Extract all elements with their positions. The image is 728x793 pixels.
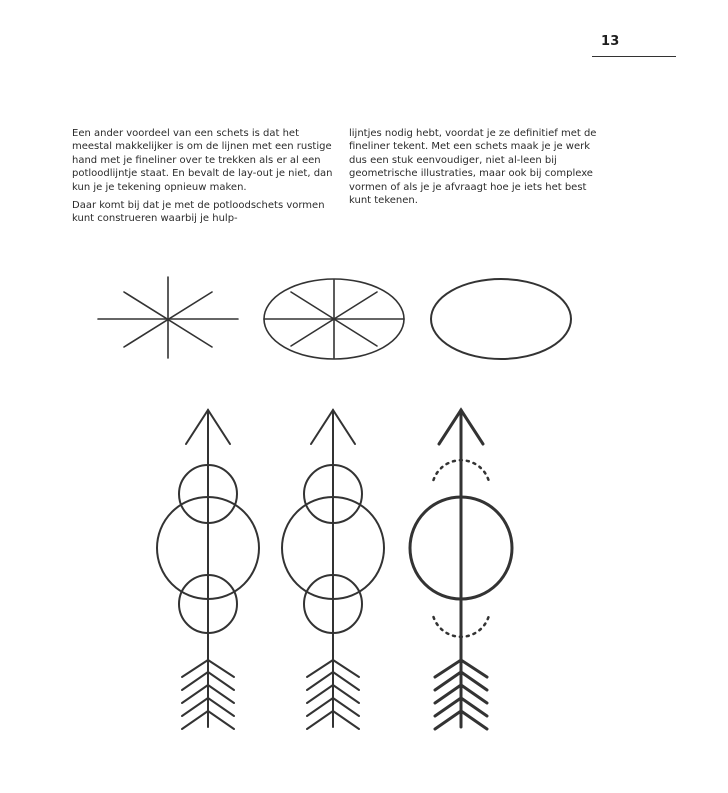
arrow-partial-illustration xyxy=(282,410,384,729)
ellipse-guidelines-illustration xyxy=(264,279,404,359)
paragraph: Een ander voordeel van een schets is dat het meestal makkelijker is om de lijnen met een rustige hand met je fineliner over te trekken als er al een potloodlijntje staat. En bevalt de lay-out je niet, dan kun je je tekening opnieuw maken. xyxy=(72,128,333,193)
arrow-sketch-illustration xyxy=(157,410,259,729)
paragraph: Daar komt bij dat je met de potloodschets vormen kunt construeren waarbij je hulp- xyxy=(72,200,325,225)
page-number: 13 xyxy=(601,34,620,49)
star-guidelines-illustration xyxy=(98,277,238,358)
finished-ellipse-illustration xyxy=(431,279,571,359)
arrow-finished-illustration xyxy=(410,410,512,729)
paragraph: lijntjes nodig hebt, voordat je ze definitief met de fineliner tekent. Met een schets maak je je werk dus een stuk eenvoudiger, niet al-leen bij geometrische illustraties, maar ook bij complexe vormen of als je je afvraagt hoe je iets het best kunt tekenen. xyxy=(349,128,597,207)
